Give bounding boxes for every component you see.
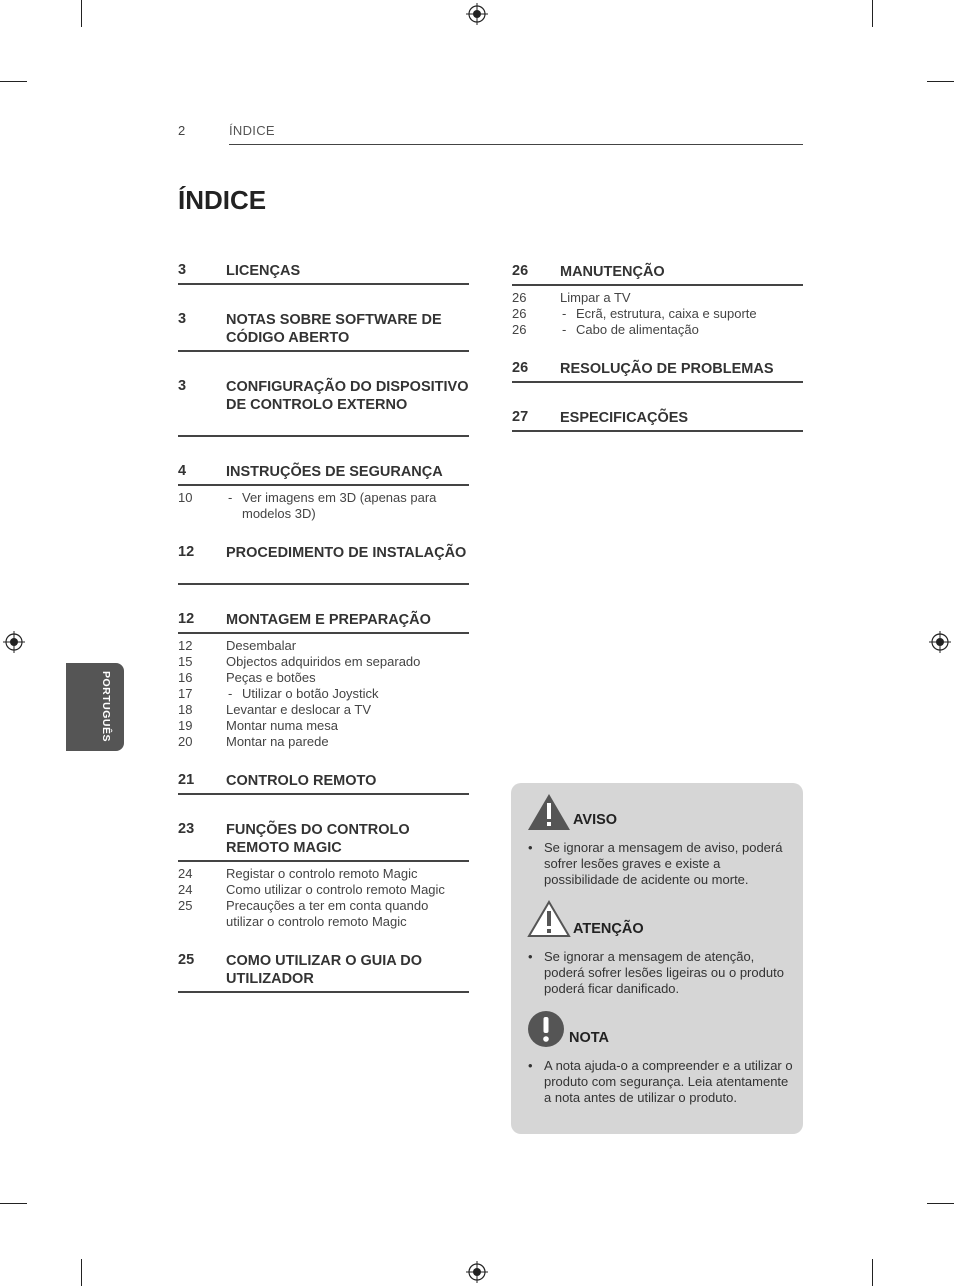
toc-subitem-text: Precauções a ter em conta quando utilizar o controlo remoto Magic: [226, 898, 429, 929]
safety-symbols-box: [511, 783, 803, 1134]
warning-triangle-icon: [527, 793, 571, 831]
toc-subitem[interactable]: [512, 290, 803, 306]
toc-section[interactable]: [512, 263, 803, 286]
toc-subitem-text: Como utilizar o controlo remoto Magic: [226, 882, 445, 897]
registration-mark-icon: [3, 631, 25, 653]
crop-mark: [81, 0, 82, 27]
toc-subitem-page: 26: [512, 322, 527, 337]
toc-section-page: 3: [178, 262, 187, 278]
toc-subitem-page: 18: [178, 702, 193, 717]
toc-subitem-page: 20: [178, 734, 193, 749]
toc-section-page: 25: [178, 952, 195, 968]
toc-subitem[interactable]: [178, 898, 469, 930]
toc-subitem[interactable]: [178, 638, 469, 654]
toc-section[interactable]: [178, 821, 469, 862]
bullet: •: [528, 840, 533, 855]
toc-section-title: COMO UTILIZAR O GUIA DO UTILIZADOR: [226, 953, 423, 987]
toc-section-title: MANUTENÇÃO: [560, 264, 665, 280]
atencao-text: Se ignorar a mensagem de atenção, poderá sofrer lesões ligeiras ou o produto poderá ficar danificado.: [544, 949, 784, 996]
toc-section-page: 12: [178, 611, 195, 627]
registration-mark-icon: [929, 631, 951, 653]
toc-section[interactable]: [178, 772, 469, 795]
toc-subitem[interactable]: [178, 702, 469, 718]
crop-mark: [0, 81, 27, 82]
toc-subitem[interactable]: [512, 322, 803, 338]
toc-subitem-text: Objectos adquiridos em separado: [226, 654, 421, 669]
toc-subitem[interactable]: [512, 306, 803, 322]
toc-right-column: [512, 263, 803, 432]
toc-section-title: ESPECIFICAÇÕES: [560, 410, 689, 426]
toc-subitem-text: Registar o controlo remoto Magic: [226, 866, 418, 881]
aviso-text: Se ignorar a mensagem de aviso, poderá sofrer lesões graves e existe a possibilidade de acidente ou morte.: [544, 840, 783, 887]
toc-section-title: FUNÇÕES DO CONTROLO REMOTO MAGIC: [226, 822, 410, 856]
crop-mark: [927, 81, 954, 82]
toc-subitem[interactable]: [178, 866, 469, 882]
toc-subitem-text: - Ecrã, estrutura, caixa e suporte: [512, 306, 803, 322]
atencao-label: ATENÇÃO: [573, 921, 644, 937]
toc-section-title: INSTRUÇÕES DE SEGURANÇA: [226, 464, 443, 480]
toc-section[interactable]: [178, 952, 469, 993]
toc-subitem-page: 19: [178, 718, 193, 733]
crop-mark: [0, 1203, 27, 1204]
toc-subitem-page: 24: [178, 866, 193, 881]
toc-subitem-text: - Utilizar o botão Joystick: [178, 686, 469, 702]
toc-subitem[interactable]: [178, 734, 469, 750]
toc-subitem-page: 17: [178, 686, 193, 701]
toc-subitem[interactable]: [178, 490, 469, 522]
toc-section-title: NOTAS SOBRE SOFTWARE DE CÓDIGO ABERTO: [226, 312, 442, 346]
toc-left-column: [178, 262, 469, 993]
toc-section[interactable]: [178, 378, 469, 437]
toc-section[interactable]: [178, 611, 469, 634]
toc-subitem-text: Levantar e deslocar a TV: [226, 702, 372, 717]
crop-mark: [927, 1203, 954, 1204]
toc-subitem-text: Desembalar: [226, 638, 297, 653]
toc-section[interactable]: [178, 311, 469, 352]
page-title: ÍNDICE: [178, 185, 267, 215]
crop-mark: [872, 1259, 873, 1286]
toc-subitem[interactable]: [178, 686, 469, 702]
toc-section-title: PROCEDIMENTO DE INSTALAÇÃO: [226, 545, 467, 561]
bullet: •: [528, 1058, 533, 1073]
toc-section-page: 27: [512, 409, 529, 425]
toc-subitem-page: 16: [178, 670, 193, 685]
toc-section-page: 12: [178, 544, 195, 560]
crop-mark: [81, 1259, 82, 1286]
toc-section-page: 26: [512, 263, 529, 279]
toc-subitem-list: [512, 290, 803, 338]
language-tab-label: PORTUGUÊS: [100, 671, 112, 743]
toc-subitem-page: 26: [512, 290, 527, 305]
crop-mark: [872, 0, 873, 27]
toc-section[interactable]: [512, 409, 803, 432]
toc-subitem-page: 26: [512, 306, 527, 321]
toc-subitem[interactable]: [178, 882, 469, 898]
toc-subitem-page: 10: [178, 490, 193, 505]
toc-subitem-page: 12: [178, 638, 193, 653]
toc-section-page: 4: [178, 463, 187, 479]
bullet: •: [528, 949, 533, 964]
toc-section[interactable]: [178, 544, 469, 585]
caution-triangle-icon: [527, 900, 571, 938]
toc-section-page: 26: [512, 360, 529, 376]
aviso-label: AVISO: [573, 812, 618, 828]
toc-subitem[interactable]: [178, 718, 469, 734]
toc-subitem-text: - Ver imagens em 3D (apenas para modelos 3D): [178, 490, 469, 522]
toc-section-page: 23: [178, 821, 195, 837]
toc-subitem-text: Montar na parede: [226, 734, 329, 749]
toc-section-title: MONTAGEM E PREPARAÇÃO: [226, 612, 431, 628]
registration-mark-icon: [466, 3, 488, 25]
toc-subitem-list: [178, 638, 469, 750]
toc-section-page: 21: [178, 772, 195, 788]
toc-section-page: 3: [178, 378, 187, 394]
toc-section[interactable]: [178, 262, 469, 285]
nota-label: NOTA: [569, 1030, 610, 1046]
toc-subitem-text: Peças e botões: [226, 670, 316, 685]
toc-section-title: CONTROLO REMOTO: [226, 773, 377, 789]
toc-subitem-text: Montar numa mesa: [226, 718, 338, 733]
toc-section-title: CONFIGURAÇÃO DO DISPOSITIVO DE CONTROLO EXTERNO: [226, 379, 469, 413]
running-header: ÍNDICE: [229, 123, 275, 138]
toc-subitem[interactable]: [178, 670, 469, 686]
toc-section-title: RESOLUÇÃO DE PROBLEMAS: [560, 361, 774, 377]
toc-section-page: 3: [178, 311, 187, 327]
toc-subitem-text: - Cabo de alimentação: [512, 322, 803, 338]
toc-subitem-page: 15: [178, 654, 193, 669]
page-number: 2: [178, 123, 186, 138]
toc-subitem[interactable]: [178, 654, 469, 670]
toc-subitem-text: Limpar a TV: [560, 290, 631, 305]
toc-section-title: LICENÇAS: [226, 263, 301, 279]
toc-subitem-page: 25: [178, 898, 193, 913]
toc-section[interactable]: [512, 360, 803, 383]
nota-text: A nota ajuda-o a compreender e a utilizar o produto com segurança. Leia atentamente a nota antes de utilizar o produto.: [544, 1058, 793, 1105]
toc-section[interactable]: [178, 463, 469, 486]
registration-mark-icon: [466, 1261, 488, 1283]
language-tab: [66, 663, 124, 751]
header-rule: [229, 144, 803, 145]
note-circle-icon: [527, 1010, 565, 1048]
toc-subitem-page: 24: [178, 882, 193, 897]
toc-subitem-list: [178, 866, 469, 930]
